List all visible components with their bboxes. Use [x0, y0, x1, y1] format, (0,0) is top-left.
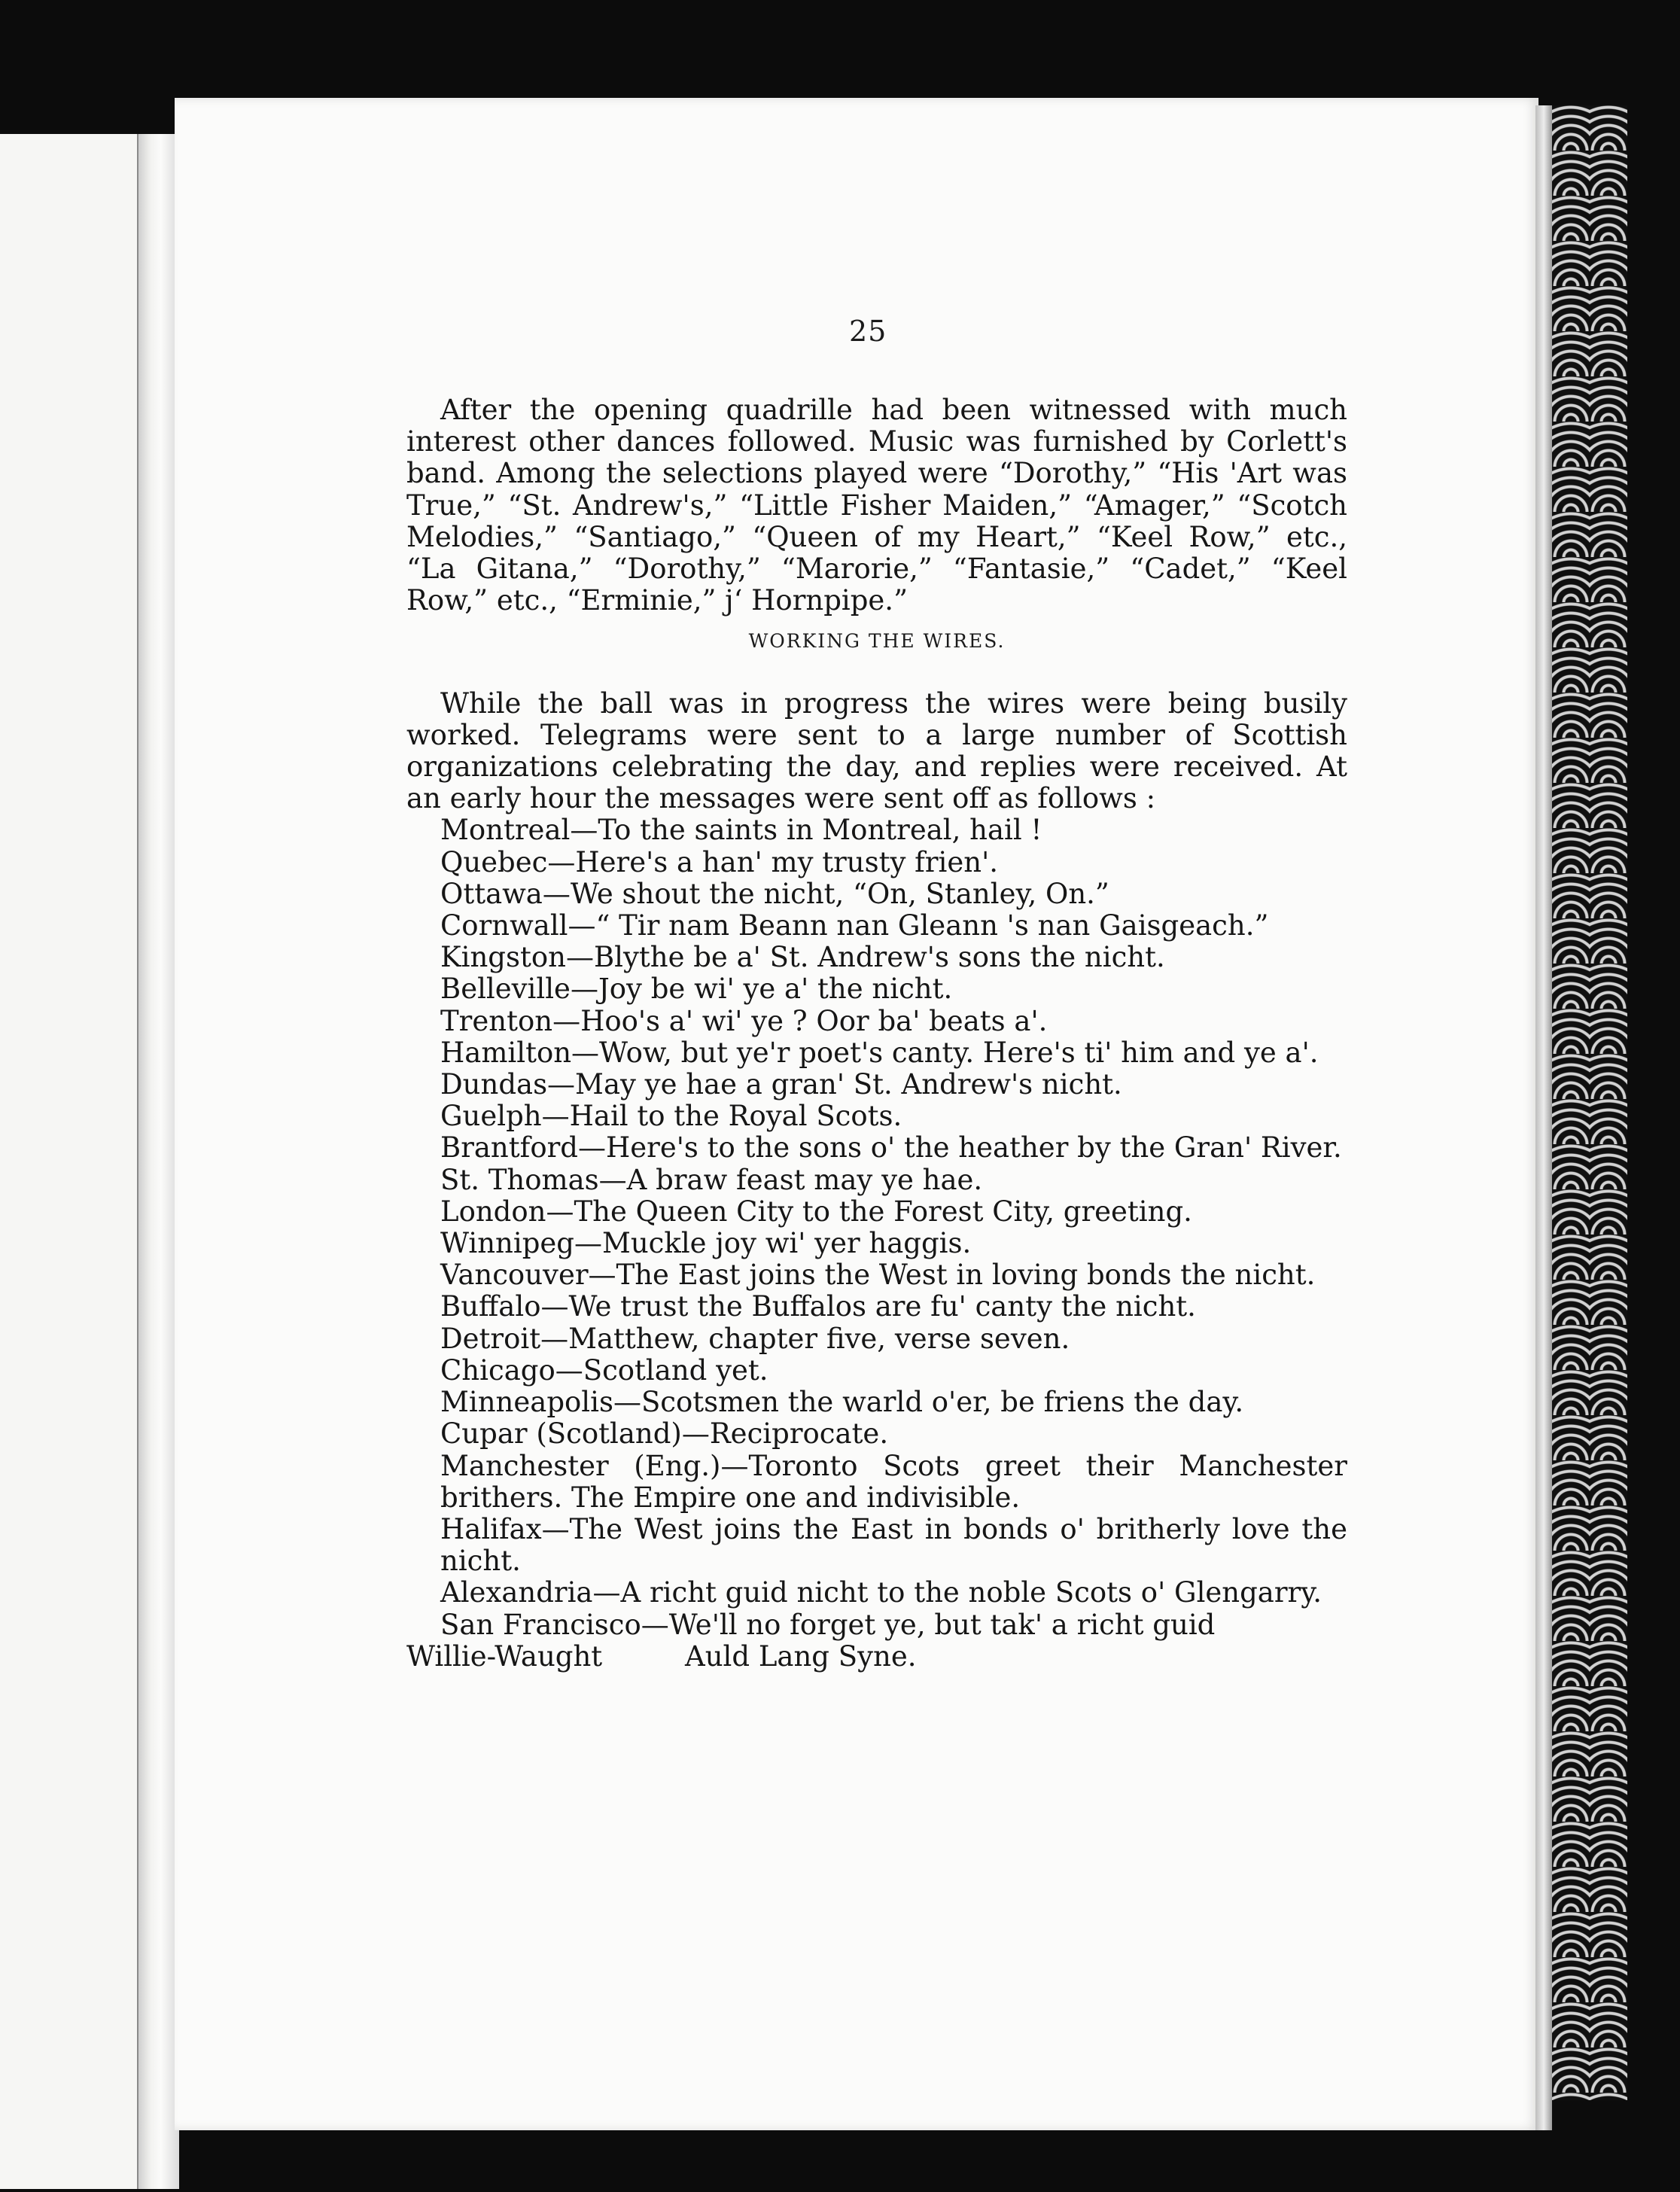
page-number: 25	[849, 315, 887, 348]
message-line: Brantford—Here's to the sons o' the heather by the Gran' River.	[440, 1131, 1342, 1164]
message-line: Detroit—Matthew, chapter five, verse seven.	[440, 1322, 1070, 1355]
message-line: Alexandria—A richt guid nicht to the noble Scots o' Glengarry.	[440, 1576, 1322, 1609]
wires-paragraph: While the ball was in progress the wires were being busily worked. Telegrams were sent to a large number of Scottish organizations celebrating the day, and replies were received. At an early hour the messages were sent off as follows :	[406, 687, 1347, 815]
message-line: Dundas—May ye hae a gran' St. Andrew's nicht.	[440, 1068, 1122, 1101]
message-line: Halifax—The West joins the East in bonds o' britherly love the nicht.	[440, 1512, 1347, 1578]
page-edge	[1535, 105, 1552, 2130]
message-line: Quebec—Here's a han' my trusty frien'.	[440, 845, 999, 878]
closing-right: Auld Lang Syne.	[685, 1639, 917, 1673]
message-line: London—The Queen City to the Forest City, greeting.	[440, 1195, 1192, 1228]
message-line: Kingston—Blythe be a' St. Andrew's sons the nicht.	[440, 941, 1165, 974]
message-line: Cupar (Scotland)—Reciprocate.	[440, 1417, 889, 1451]
book-gutter	[137, 134, 179, 2189]
message-line: Hamilton—Wow, but ye'r poet's canty. Here's ti' him and ye a'.	[440, 1036, 1319, 1069]
closing-left: Willie-Waught	[406, 1639, 603, 1673]
message-line: Vancouver—The East joins the West in loving bonds the nicht.	[440, 1259, 1316, 1292]
message-line: Buffalo—We trust the Buffalos are fu' canty the nicht.	[440, 1290, 1196, 1323]
message-line: Chicago—Scotland yet.	[440, 1353, 768, 1387]
facing-page	[0, 134, 151, 2189]
message-line: Montreal—To the saints in Montreal, hail !	[440, 814, 1042, 847]
intro-paragraph: After the opening quadrille had been witnessed with much interest other dances followed. Music was furnished by Corlett's band. Among the selections played were “Dorothy,” “His 'Art was True,” “St. Andrew's,” “Little Fisher Maiden,” “Amager,” “Scotch Melodies,” “Santiago,” “Queen of my Heart,” “Keel Row,” etc., “La Gitana,” “Dorothy,” “Marorie,” “Fantasie,” “Cadet,” “Keel Row,” etc., “Erminie,” j‘ Hornpipe.”	[406, 394, 1347, 617]
message-line: Ottawa—We shout the nicht, “On, Stanley, On.”	[440, 877, 1109, 910]
message-line: Belleville—Joy be wi' ye a' the nicht.	[440, 973, 953, 1006]
message-line: St. Thomas—A braw feast may ye hae.	[440, 1163, 983, 1196]
message-line: Trenton—Hoo's a' wi' ye ? Oor ba' beats a'.	[440, 1004, 1048, 1037]
closing-line	[406, 1641, 1347, 1673]
message-line: Cornwall—“ Tir nam Beann nan Gleann 's nan Gaisgeach.”	[440, 909, 1269, 942]
message-line: Minneapolis—Scotsmen the warld o'er, be friens the day.	[440, 1386, 1244, 1419]
message-line: Guelph—Hail to the Royal Scots.	[440, 1100, 902, 1133]
message-line: Winnipeg—Muckle joy wi' yer haggis.	[440, 1227, 972, 1260]
section-heading: WORKING THE WIRES.	[748, 630, 1006, 653]
marbled-edge	[1552, 105, 1627, 2100]
message-line: Manchester (Eng.)—Toronto Scots greet their Manchester brithers. The Empire one and indivisible.	[440, 1449, 1347, 1514]
page-text	[406, 394, 1347, 1673]
message-line: San Francisco—We'll no forget ye, but tak' a richt guid	[440, 1608, 1216, 1641]
